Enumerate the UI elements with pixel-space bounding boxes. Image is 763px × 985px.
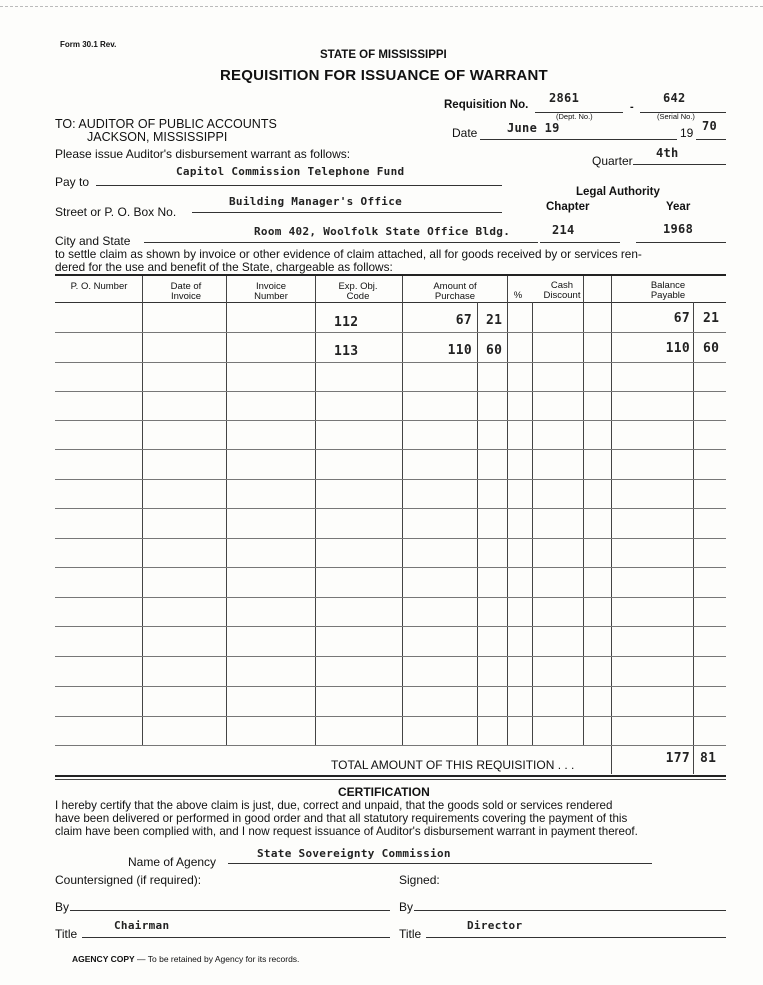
- row2-amount-dollars: 110: [447, 343, 472, 358]
- by-label-right: By: [399, 900, 414, 914]
- row1-amount-dollars: 67: [455, 313, 472, 328]
- state-heading: STATE OF MISSISSIPPI: [320, 49, 447, 61]
- settle-text-1: to settle claim as shown by invoice or other evidence of claim attached, all for goods received by or services ren-: [55, 247, 642, 261]
- row1-amount-cents: 21: [486, 313, 503, 328]
- title-value-left: Chairman: [114, 919, 170, 932]
- street-label: Street or P. O. Box No.: [55, 205, 177, 219]
- col-header-percent: %: [513, 290, 523, 301]
- street-value: Building Manager's Office: [229, 195, 403, 208]
- table-row-divider: [55, 567, 726, 568]
- total-cents: 81: [700, 751, 717, 766]
- footer-agency-copy: AGENCY COPY: [72, 954, 135, 964]
- row1-balance-dollars: 67: [673, 311, 690, 326]
- table-column-divider: [611, 276, 612, 774]
- table-column-divider: [583, 276, 584, 745]
- title-line-left: [82, 937, 390, 938]
- agency-label: Name of Agency: [128, 855, 217, 869]
- scan-edge: [0, 6, 763, 7]
- row2-exp-code: 113: [334, 344, 359, 359]
- requisition-dash: -: [630, 101, 634, 113]
- table-row-divider: [55, 656, 726, 657]
- table-row-divider: [55, 449, 726, 450]
- form-title: REQUISITION FOR ISSUANCE OF WARRANT: [220, 67, 548, 84]
- pay-to-line: [96, 185, 502, 186]
- pay-to-label: Pay to: [55, 175, 90, 189]
- title-value-right: Director: [467, 919, 523, 932]
- agency-line: [228, 863, 652, 864]
- total-dollars: 177: [665, 751, 690, 766]
- please-issue-text: Please issue Auditor's disbursement warrant as follows:: [55, 147, 351, 161]
- year-prefix: 19: [680, 126, 694, 140]
- row2-amount-cents: 60: [486, 343, 503, 358]
- row2-balance-dollars: 110: [665, 341, 690, 356]
- street-line: [192, 212, 502, 213]
- table-row-divider: [55, 508, 726, 509]
- total-rule-2: [55, 779, 726, 780]
- dept-no-caption: (Dept. No.): [556, 112, 593, 121]
- year-line: [696, 139, 726, 140]
- col-header-balance: Balance Payable: [650, 280, 686, 301]
- city-value: Room 402, Woolfolk State Office Bldg.: [254, 225, 511, 238]
- date-label: Date: [452, 126, 478, 140]
- chapter-line: [540, 242, 620, 243]
- table-row-divider: [55, 716, 726, 717]
- col-header-invoice: Invoice Number: [254, 281, 288, 302]
- table-column-divider: [402, 276, 403, 745]
- quarter-line: [633, 164, 726, 165]
- countersigned-label: Countersigned (if required):: [55, 873, 202, 887]
- pay-to-value: Capitol Commission Telephone Fund: [176, 165, 405, 178]
- date-value: June 19: [507, 121, 560, 135]
- by-label-left: By: [55, 900, 70, 914]
- col-header-cash: Cash Discount: [543, 280, 581, 301]
- certification-line-2: have been delivered or performed in good order and that all statutory requirements covering the payment of this: [55, 812, 628, 825]
- col-header-amount: Amount of Purchase: [433, 281, 477, 302]
- table-row-divider: [55, 686, 726, 687]
- table-row-divider: [55, 391, 726, 392]
- agency-value: State Sovereignty Commission: [257, 847, 451, 860]
- table-row-divider: [55, 332, 726, 333]
- by-line-left: [70, 910, 390, 911]
- city-label: City and State: [55, 234, 131, 248]
- total-rule: [55, 775, 726, 777]
- legal-year-value: 1968: [663, 222, 694, 236]
- table-column-divider: [142, 276, 143, 745]
- table-row-divider: [55, 626, 726, 627]
- dept-no-value: 2861: [549, 91, 580, 105]
- table-column-divider: [226, 276, 227, 745]
- total-label: TOTAL AMOUNT OF THIS REQUISITION . . .: [331, 758, 575, 772]
- table-column-divider: [532, 302, 533, 745]
- title-label-left: Title: [55, 927, 78, 941]
- by-line-right: [414, 910, 726, 911]
- serial-no-caption: (Serial No.): [657, 112, 695, 121]
- row1-balance-cents: 21: [703, 311, 720, 326]
- legal-authority-label: Legal Authority: [576, 186, 660, 198]
- row2-balance-cents: 60: [703, 341, 720, 356]
- city-line: [144, 242, 538, 243]
- date-line: [480, 139, 677, 140]
- year-value: 70: [702, 119, 718, 133]
- table-row-divider: [55, 597, 726, 598]
- table-column-divider: [315, 276, 316, 745]
- table-row-divider: [55, 479, 726, 480]
- signed-label: Signed:: [399, 873, 440, 887]
- row1-exp-code: 112: [334, 315, 359, 330]
- table-top-rule: [55, 274, 726, 276]
- table-row-divider: [55, 362, 726, 363]
- chapter-value: 214: [552, 223, 575, 237]
- to-line-1: TO: AUDITOR OF PUBLIC ACCOUNTS: [55, 117, 277, 131]
- serial-no-value: 642: [663, 91, 686, 105]
- col-header-po: P. O. Number: [70, 281, 128, 292]
- footer-retained-text: — To be retained by Agency for its records.: [137, 954, 300, 964]
- requisition-label: Requisition No.: [444, 99, 529, 111]
- table-row-divider: [55, 420, 726, 421]
- col-header-exp: Exp. Obj. Code: [338, 281, 378, 302]
- table-column-divider: [477, 302, 478, 745]
- legal-year-line: [636, 242, 726, 243]
- certification-line-1: I hereby certify that the above claim is just, due, correct and unpaid, that the goods sold or services rendered: [55, 799, 613, 812]
- table-column-divider: [507, 276, 508, 745]
- table-header-rule: [55, 302, 726, 303]
- title-line-right: [426, 937, 726, 938]
- to-line-2: JACKSON, MISSISSIPPI: [87, 130, 228, 144]
- chapter-label: Chapter: [546, 201, 590, 213]
- col-header-date: Date of Invoice: [170, 281, 202, 302]
- form-number: Form 30.1 Rev.: [60, 40, 117, 49]
- certification-heading: CERTIFICATION: [338, 785, 430, 799]
- certification-line-3: claim have been complied with, and I now request issuance of Auditor's disbursement warrant in payment thereof.: [55, 825, 638, 838]
- table-row-divider: [55, 745, 726, 746]
- title-label-right: Title: [399, 927, 422, 941]
- footer-note: [72, 954, 299, 964]
- quarter-label: Quarter: [592, 154, 633, 168]
- year-label: Year: [666, 201, 691, 213]
- table-row-divider: [55, 538, 726, 539]
- quarter-value: 4th: [656, 146, 679, 160]
- settle-text-2: dered for the use and benefit of the State, chargeable as follows:: [55, 260, 393, 274]
